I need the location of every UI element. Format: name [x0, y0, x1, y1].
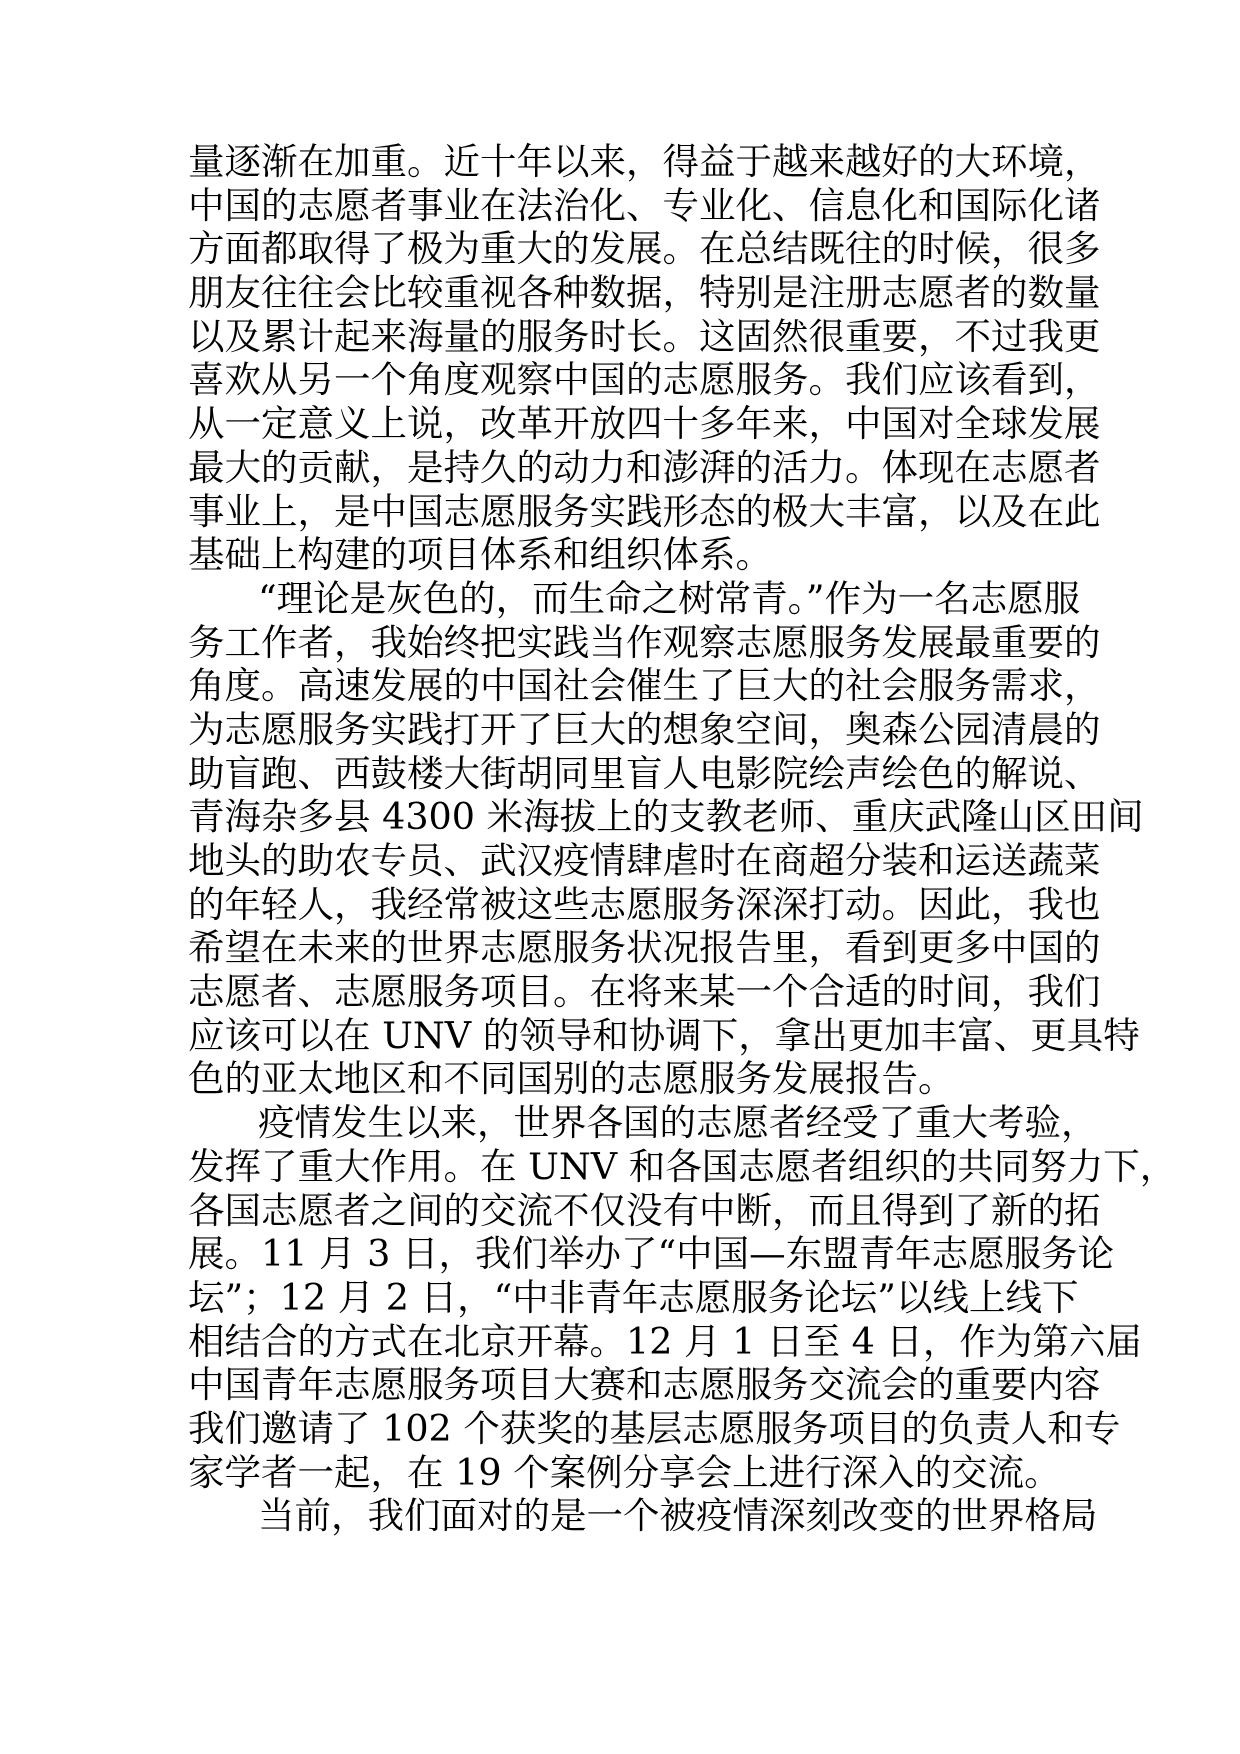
- paragraph-first-line: “理论是灰色的，而生命之树常青。”作为一名志愿服: [258, 576, 1081, 620]
- text-line: 为志愿服务实践打开了巨大的想象空间，奥森公园清晨的: [188, 707, 1101, 751]
- text-line: 发挥了重大作用。在 UNV 和各国志愿者组织的共同努力下，: [188, 1144, 1177, 1188]
- text-line: 各国志愿者之间的交流不仅没有中断，而且得到了新的拓: [188, 1188, 1101, 1232]
- text-line: 我们邀请了 102 个获奖的基层志愿服务项目的负责人和专: [188, 1406, 1121, 1450]
- text-line: 最大的贡献，是持久的动力和澎湃的活力。体现在志愿者: [188, 445, 1101, 489]
- text-line: 相结合的方式在北京开幕。12 月 1 日至 4 日，作为第六届: [188, 1319, 1142, 1363]
- text-line: 展。11 月 3 日，我们举办了“中国—东盟青年志愿服务论: [188, 1232, 1115, 1276]
- text-line: 青海杂多县 4300 米海拔上的支教老师、重庆武隆山区田间: [188, 795, 1144, 839]
- text-line: 色的亚太地区和不同国别的志愿服务发展报告。: [188, 1057, 955, 1101]
- text-line: 中国的志愿者事业在法治化、专业化、信息化和国际化诸: [188, 183, 1101, 227]
- text-line: 希望在未来的世界志愿服务状况报告里，看到更多中国的: [188, 926, 1101, 970]
- text-line: 助盲跑、西鼓楼大街胡同里盲人电影院绘声绘色的解说、: [188, 751, 1101, 795]
- text-line: 中国青年志愿服务项目大赛和志愿服务交流会的重要内容: [188, 1363, 1101, 1407]
- text-line: 量逐渐在加重。近十年以来，得益于越来越好的大环境，: [188, 140, 1101, 183]
- text-line: 务工作者，我始终把实践当作观察志愿服务发展最重要的: [188, 620, 1101, 664]
- text-line: 从一定意义上说，改革开放四十多年来，中国对全球发展: [188, 402, 1101, 446]
- text-line: 以及累计起来海量的服务时长。这固然很重要，不过我更: [188, 314, 1101, 358]
- paragraph-first-line: 疫情发生以来，世界各国的志愿者经受了重大考验，: [258, 1101, 1098, 1145]
- text-line: 应该可以在 UNV 的领导和协调下，拿出更加丰富、更具特: [188, 1013, 1140, 1057]
- text-line: 家学者一起，在 19 个案例分享会上进行深入的交流。: [188, 1450, 1061, 1494]
- body-text: [188, 140, 1177, 1538]
- text-line: 志愿者、志愿服务项目。在将来某一个合适的时间，我们: [188, 970, 1101, 1014]
- paragraph-first-line: 当前，我们面对的是一个被疫情深刻改变的世界格局: [258, 1494, 1098, 1538]
- text-line: 坛”；12 月 2 日，“中非青年志愿服务论坛”以线上线下: [188, 1275, 1079, 1319]
- text-line: 角度。高速发展的中国社会催生了巨大的社会服务需求，: [188, 664, 1101, 708]
- text-line: 基础上构建的项目体系和组织体系。: [188, 533, 772, 577]
- text-line: 方面都取得了极为重大的发展。在总结既往的时候，很多: [188, 227, 1101, 271]
- text-line: 喜欢从另一个角度观察中国的志愿服务。我们应该看到，: [188, 358, 1101, 402]
- text-line: 朋友往往会比较重视各种数据，特别是注册志愿者的数量: [188, 271, 1101, 315]
- text-line: 的年轻人，我经常被这些志愿服务深深打动。因此，我也: [188, 882, 1101, 926]
- text-line: 地头的助农专员、武汉疫情肆虐时在商超分装和运送蔬菜: [188, 839, 1101, 882]
- text-line: 事业上，是中国志愿服务实践形态的极大丰富，以及在此: [188, 489, 1101, 533]
